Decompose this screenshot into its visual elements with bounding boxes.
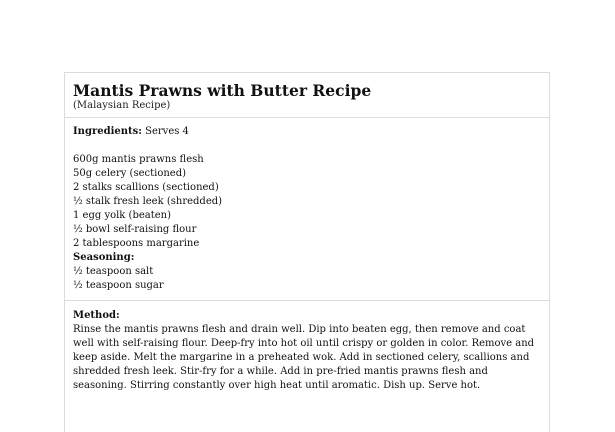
method-label: Method: bbox=[73, 310, 120, 321]
seasoning-item: ½ teaspoon sugar bbox=[73, 280, 164, 291]
ingredients-heading bbox=[73, 125, 541, 139]
ingredients-label: Ingredients: bbox=[73, 126, 142, 137]
ingredient-item: 50g celery (sectioned) bbox=[73, 168, 186, 179]
ingredients-section bbox=[65, 118, 549, 301]
ingredient-item: ½ bowl self-raising flour bbox=[73, 224, 197, 235]
seasoning-item: ½ teaspoon salt bbox=[73, 266, 154, 277]
ingredient-item: 2 tablespoons margarine bbox=[73, 238, 200, 249]
ingredient-item: ½ stalk fresh leek (shredded) bbox=[73, 196, 223, 207]
ingredient-item: 2 stalks scallions (sectioned) bbox=[73, 182, 219, 193]
ingredient-item: 600g mantis prawns flesh bbox=[73, 154, 204, 165]
recipe-header bbox=[65, 73, 549, 118]
spacer bbox=[73, 139, 541, 153]
seasoning-label: Seasoning: bbox=[73, 252, 135, 263]
recipe-subtitle: (Malaysian Recipe) bbox=[73, 100, 171, 111]
method-text: Rinse the mantis prawns flesh and drain well. Dip into beaten egg, then remove and coat well with self-raising flour. Deep-fry into hot oil until crispy or golden in color. Remove and keep aside. Melt the margarine in a preheated wok. Add in sectioned celery, scallions and shredded fresh leek. Stir-fry for a while. Add in pre-fried mantis prawns flesh and seasoning. Stirring constantly over high heat until aromatic. Dish up. Serve hot. bbox=[73, 324, 535, 391]
recipe-card bbox=[64, 72, 550, 432]
serves-text: Serves 4 bbox=[141, 126, 189, 137]
recipe-title: Mantis Prawns with Butter Recipe bbox=[73, 81, 372, 100]
method-section bbox=[65, 301, 549, 393]
ingredient-item: 1 egg yolk (beaten) bbox=[73, 210, 172, 221]
